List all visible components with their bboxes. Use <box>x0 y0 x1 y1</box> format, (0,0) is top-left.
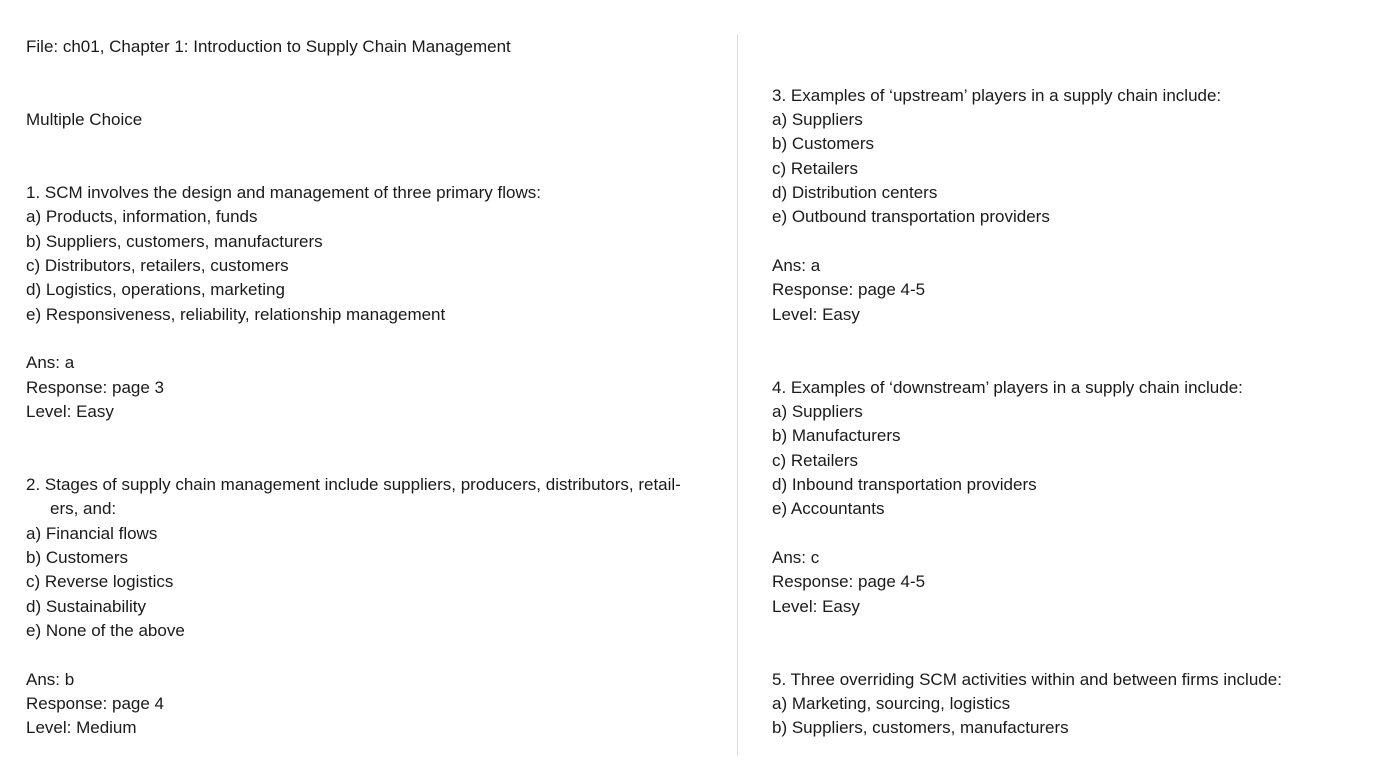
question-option: e) Accountants <box>772 499 885 518</box>
question-stem: 2. Stages of supply chain management include suppliers, producers, distributors, retail- <box>26 475 681 494</box>
response-line: Response: page 3 <box>26 378 164 397</box>
question-option: d) Inbound transportation providers <box>772 475 1037 494</box>
question-stem: 5. Three overriding SCM activities within and between firms include: <box>772 670 1282 689</box>
question-option: e) Responsiveness, reliability, relationship management <box>26 305 446 324</box>
question-option: c) Distributors, retailers, customers <box>26 256 289 275</box>
answer-line: Ans: c <box>772 548 820 567</box>
question-option: b) Customers <box>772 134 875 153</box>
question-stem: 3. Examples of ‘upstream’ players in a supply chain include: <box>772 86 1222 105</box>
level-line: Level: Medium <box>26 718 137 737</box>
question-option: a) Suppliers <box>772 402 863 421</box>
question-option: a) Products, information, funds <box>26 207 258 226</box>
question-option: a) Marketing, sourcing, logistics <box>772 694 1011 713</box>
question-stem-continuation: ers, and: <box>50 499 117 518</box>
question-option: b) Manufacturers <box>772 426 901 445</box>
level-line: Level: Easy <box>772 597 860 616</box>
question-option: a) Financial flows <box>26 524 158 543</box>
answer-line: Ans: b <box>26 670 75 689</box>
question-option: b) Customers <box>26 548 129 567</box>
response-line: Response: page 4 <box>26 694 164 713</box>
question-option: d) Sustainability <box>26 597 147 616</box>
question-option: b) Suppliers, customers, manufacturers <box>26 232 323 251</box>
question-stem: 4. Examples of ‘downstream’ players in a supply chain include: <box>772 378 1243 397</box>
question-option: c) Reverse logistics <box>26 572 174 591</box>
question-option: e) Outbound transportation providers <box>772 207 1050 226</box>
file-header: File: ch01, Chapter 1: Introduction to Supply Chain Management <box>26 37 511 56</box>
section-title: Multiple Choice <box>26 110 143 129</box>
question-option: c) Retailers <box>772 451 858 470</box>
response-line: Response: page 4-5 <box>772 572 926 591</box>
question-option: e) None of the above <box>26 621 185 640</box>
response-line: Response: page 4-5 <box>772 280 926 299</box>
question-option: d) Logistics, operations, marketing <box>26 280 285 299</box>
question-stem: 1. SCM involves the design and management of three primary flows: <box>26 183 541 202</box>
level-line: Level: Easy <box>772 305 860 324</box>
question-option: d) Distribution centers <box>772 183 938 202</box>
answer-line: Ans: a <box>26 353 75 372</box>
question-option: c) Retailers <box>772 159 858 178</box>
question-option: a) Suppliers <box>772 110 863 129</box>
question-option: b) Suppliers, customers, manufacturers <box>772 718 1069 737</box>
answer-line: Ans: a <box>772 256 821 275</box>
page-divider <box>737 34 738 756</box>
level-line: Level: Easy <box>26 402 114 421</box>
